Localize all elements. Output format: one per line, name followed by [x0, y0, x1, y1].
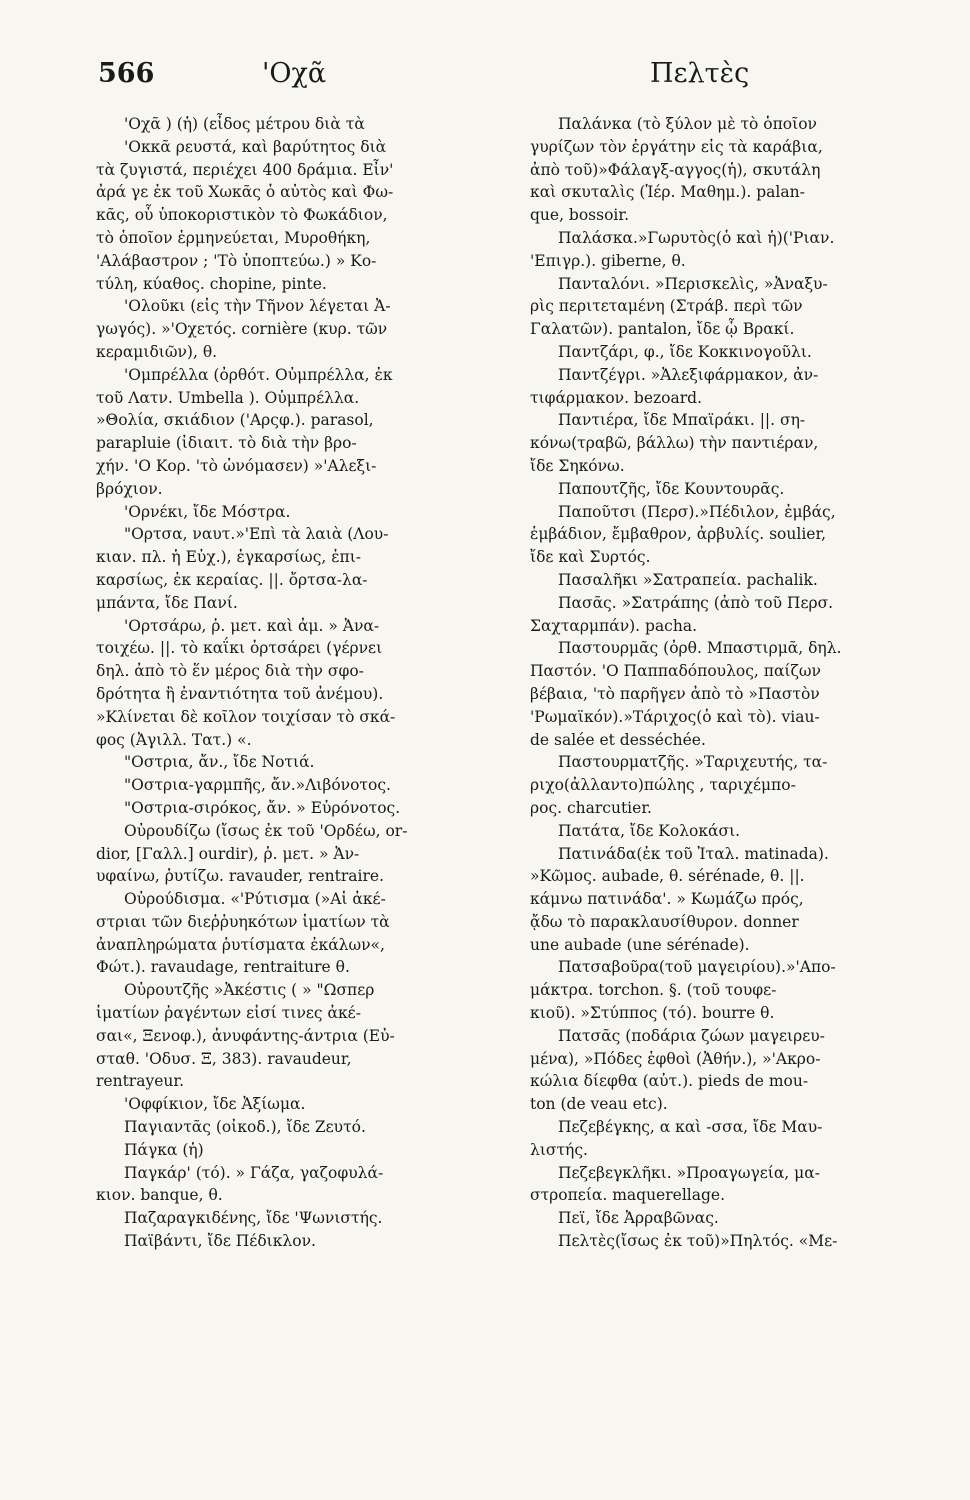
text-line: κόνω(τραβῶ, βάλλω) τὴν παντιέραν,: [530, 434, 819, 453]
text-line: βρόχιον.: [96, 479, 163, 498]
text-line: parapluie (ἰδιαιτ. τὸ διὰ τὴν βρο-: [96, 434, 357, 453]
text-line: "Οστρια, ἄν., ἴδε Νοτιά.: [124, 753, 315, 772]
text-line: λιστής.: [530, 1140, 588, 1159]
text-line: Οὐρουδίζω (ἴσως ἐκ τοῦ 'Ορδέω, or-: [124, 821, 408, 840]
text-line: de salée et desséchée.: [530, 730, 706, 749]
text-line: Πελτὲς(ἴσως ἐκ τοῦ)»Πηλτός. «Με-: [558, 1232, 838, 1251]
text-line: Πασᾶς. »Σατράπης (ἀπὸ τοῦ Περσ.: [558, 593, 834, 612]
text-line: κάμνω πατινάδα'. » Κωμάζω πρός,: [530, 890, 804, 909]
left-column: [96, 113, 492, 1253]
text-line: βέβαια, 'τὸ παρῆγεν ἀπὸ τὸ »Παστὸν: [530, 684, 820, 703]
text-line: τὰ ζυγιστά, περιέχει 400 δράμια. Εἶν': [96, 160, 394, 179]
text-line: "Οστρια-σιρόκος, ἄν. » Εὐρόνοτος.: [124, 798, 401, 817]
text-line: ρος. charcutier.: [530, 798, 652, 817]
text-line: Πεζεβεγκλῆκι. »Προαγωγεία, μα-: [558, 1163, 820, 1182]
text-line: ἱματίων ῥαγέντων εἰσί τινες ἀκέ-: [96, 1004, 361, 1023]
right-column: [530, 113, 924, 1253]
text-line: Πεζεβέγκης, α καὶ -σσα, ἴδε Μαυ-: [558, 1118, 823, 1137]
text-line: »Κλίνεται δὲ κοῖλον τοιχίσαν τὸ σκά-: [96, 707, 396, 726]
text-line: Γαλατῶν). pantalon, ἴδε ᾧ Βρακί.: [530, 320, 795, 339]
text-line: ἴδε καὶ Συρτός.: [530, 548, 651, 567]
text-line: ρὶς περιτεταμένη (Στράβ. περὶ τῶν: [530, 297, 803, 316]
text-line: στριαι τῶν διεῤῥυηκότων ἱματίων τὰ: [96, 912, 390, 931]
text-line: γυρίζων τὸν ἐργάτην εἰς τὰ καράβια,: [530, 137, 823, 156]
text-line: ᾄδω τὸ παρακλαυσίθυρον. donner: [530, 912, 799, 931]
text-line: une aubade (une sérénade).: [530, 935, 750, 954]
text-line: στροπεία. maquerellage.: [530, 1186, 725, 1205]
running-head-left: 'Οχᾶ: [262, 58, 327, 89]
text-line: δηλ. ἀπὸ τὸ ἕν μέρος διὰ τὴν σφο-: [96, 662, 364, 681]
text-line: 'Επιγρ.). giberne, θ.: [530, 251, 686, 270]
text-line: κιαν. πλ. ἡ Εὐχ.), ἐγκαρσίως, ἐπι-: [96, 548, 362, 567]
text-line: γωγός). »'Οχετός. cornière (κυρ. τῶν: [96, 320, 388, 339]
text-line: καρσίως, ἐκ κεραίας. ||. ὄρτσα-λα-: [96, 570, 368, 589]
text-line: Πατσαβοῦρα(τοῦ μαγειρίου).»'Απο-: [558, 958, 836, 977]
text-line: τύλη, κύαθος. chopine, pinte.: [96, 274, 327, 293]
text-line: Παγιαντᾶς (οἰκοδ.), ἴδε Ζευτό.: [124, 1118, 366, 1137]
text-line: ἀρά γε ἐκ τοῦ Χωκᾶς ὁ αὐτὸς καὶ Φω-: [96, 183, 394, 202]
text-line: "Ορτσα, ναυτ.»'Επὶ τὰ λαιὰ (Λου-: [124, 525, 389, 544]
text-line: Πεϊ, ἴδε Ἀρραβῶνας.: [558, 1209, 719, 1228]
text-line: 'Ρωμαϊκόν).»Τάριχος(ὁ καὶ τὸ). viau-: [530, 707, 820, 726]
text-line: 'Αλάβαστρον ; 'Τὸ ὑποπτεύω.) » Κο-: [96, 251, 377, 270]
text-line: 'Ολοῦκι (εἰς τὴν Τῆνον λέγεται Ἀ-: [124, 297, 391, 316]
text-line: Παϊβάντι, ἴδε Πέδικλον.: [124, 1232, 316, 1251]
text-line: Παπουτζῆς, ἴδε Κουντουρᾶς.: [558, 479, 785, 498]
text-line: ἀπὸ τοῦ)»Φάλαγξ-αγγος(ἡ), σκυτάλη: [530, 160, 821, 179]
text-line: μάκτρα. torchon. §. (τοῦ τουφε-: [530, 981, 777, 1000]
text-line: Οὐρουτζῆς »Ἀκέστις ( » "Ωσπερ: [124, 981, 375, 1000]
text-line: Πατσᾶς (ποδάρια ζώων μαγειρευ-: [558, 1026, 825, 1045]
text-line: Πανταλόνι. »Περισκελὶς, »Ἀναξυ-: [558, 274, 828, 293]
text-line: Παγκάρ' (τό). » Γάζα, γαζοφυλά-: [124, 1163, 384, 1182]
text-line: υφαίνω, ῥυτίζω. ravauder, rentraire.: [96, 867, 385, 886]
text-line: ἴδε Σηκόνω.: [530, 456, 625, 475]
text-line: ἀναπληρώματα ῥυτίσματα ἐκάλων«,: [96, 935, 385, 954]
text-line: Φώτ.). ravaudage, rentraiture θ.: [96, 958, 350, 977]
text-line: Πατινάδα(ἐκ τοῦ Ἰταλ. matinada).: [558, 844, 829, 863]
text-line: τοῦ Λατν. Umbella ). Οὐμπρέλλα.: [96, 388, 360, 407]
text-line: Πασαλῆκι »Σατραπεία. pachalik.: [558, 570, 818, 589]
text-line: Πάγκα (ἡ): [124, 1140, 204, 1159]
text-line: χήν. 'Ο Κορ. 'τὸ ὠνόμασεν) »'Αλεξι-: [96, 456, 377, 475]
text-line: Παποῦτσι (Περσ).»Πέδιλον, ἐμβάς,: [558, 502, 836, 521]
text-line: τὸ ὁποῖον ἑρμηνεύεται, Μυροθήκη,: [96, 228, 371, 247]
text-line: ton (de veau etc).: [530, 1095, 668, 1114]
text-line: Παντιέρα, ἴδε Μπαϊράκι. ||. ση-: [558, 411, 806, 430]
text-line: »Θολία, σκιάδιον ('Αρςφ.). parasol,: [96, 411, 374, 430]
text-line: 'Ομπρέλλα (ὀρθότ. Οὐμπρέλλα, ἐκ: [124, 365, 393, 384]
text-line: Παστόν. 'Ο Παππαδόπουλος, παίζων: [530, 662, 821, 681]
text-line: 'Οχᾶ ) (ἡ) (εἶδος μέτρου διὰ τὰ: [124, 115, 365, 133]
text-line: δρότητα ἢ ἐναντιότητα τοῦ ἀνέμου).: [96, 684, 384, 703]
text-line: 'Οφφίκιον, ἴδε Ἀξίωμα.: [124, 1095, 306, 1114]
page-number: 566: [98, 58, 155, 89]
text-line: κιον. banque, θ.: [96, 1186, 223, 1205]
text-line: Παλάνκα (τὸ ξύλον μὲ τὸ ὁποῖον: [558, 115, 817, 133]
text-line: Παντζάρι, φ., ἴδε Κοκκινογοῦλι.: [558, 342, 812, 361]
text-line: κώλια δίεφθα (αὐτ.). pieds de mou-: [530, 1072, 809, 1091]
text-line: Παζαραγκιδένης, ἴδε 'Ψωνιστής.: [124, 1209, 383, 1228]
text-line: »Κῶμος. aubade, θ. sérénade, θ. ||.: [530, 867, 805, 886]
text-line: μένα), »Πόδες ἑφθοὶ (Ἀθήν.), »'Ακρο-: [530, 1049, 821, 1068]
text-line: Παλάσκα.»Γωρυτὸς(ὁ καὶ ἡ)('Ριαν.: [558, 228, 835, 247]
page-header: [0, 58, 970, 98]
text-line: σαι«, Ξενοφ.), ἀνυφάντης-άντρια (Εὐ-: [96, 1026, 395, 1045]
text-line: τοιχέω. ||. τὸ καΐκι ὀρτσάρει (γέρνει: [96, 639, 383, 658]
text-line: σταθ. 'Οδυσ. Ξ, 383). ravaudeur,: [96, 1049, 352, 1068]
text-line: 'Ορτσάρω, ῥ. μετ. καὶ ἀμ. » Ἀνα-: [124, 616, 380, 635]
text-line: κᾶς, οὗ ὑποκοριστικὸν τὸ Φωκάδιον,: [96, 206, 388, 225]
running-head-right: Πελτὲς: [650, 58, 750, 89]
text-line: 'Ορνέκι, ἴδε Μόστρα.: [124, 502, 291, 521]
text-line: κεραμιδιῶν), θ.: [96, 342, 218, 361]
text-line: τιφάρμακον. bezoard.: [530, 388, 703, 407]
text-line: que, bossoir.: [530, 206, 630, 225]
text-line: rentrayeur.: [96, 1072, 184, 1091]
text-line: 'Οκκᾶ ρευστά, καὶ βαρύτητος διὰ: [124, 137, 387, 156]
text-line: ἐμβάδιον, ἔμβαθρον, ἀρβυλίς. soulier,: [530, 525, 827, 544]
text-line: ριχο(ἀλλαντο)πώλης , ταριχέμπο-: [530, 776, 796, 795]
text-line: Πατάτα, ἴδε Κολοκάσι.: [558, 821, 741, 840]
text-line: Παντζέγρι. »Ἀλεξιφάρμακον, ἀν-: [558, 365, 819, 384]
text-line: "Οστρια-γαρμπῆς, ἄν.»Λιβόνοτος.: [124, 776, 391, 795]
text-line: καὶ σκυταλὶς (Ἱέρ. Μαθημ.). palan-: [530, 183, 805, 202]
text-line: κιοῦ). »Στύππος (τό). bourre θ.: [530, 1004, 775, 1023]
text-line: dior, [Γαλλ.] ourdir), ῥ. μετ. » Ἀν-: [96, 844, 360, 863]
text-line: Παστουρμᾶς (ὀρθ. Μπαστιρμᾶ, δηλ.: [558, 639, 842, 658]
text-line: Σαχταρμπάν). pacha.: [530, 616, 698, 635]
text-line: Παστουρματζῆς. »Ταριχευτής, τα-: [558, 753, 828, 772]
text-line: Οὐρούδισμα. «'Ρύτισμα (»Αἱ ἀκέ-: [124, 890, 386, 909]
text-line: μπάντα, ἴδε Πανί.: [96, 593, 238, 612]
text-line: φος (Ἀγιλλ. Τατ.) «.: [96, 730, 252, 749]
